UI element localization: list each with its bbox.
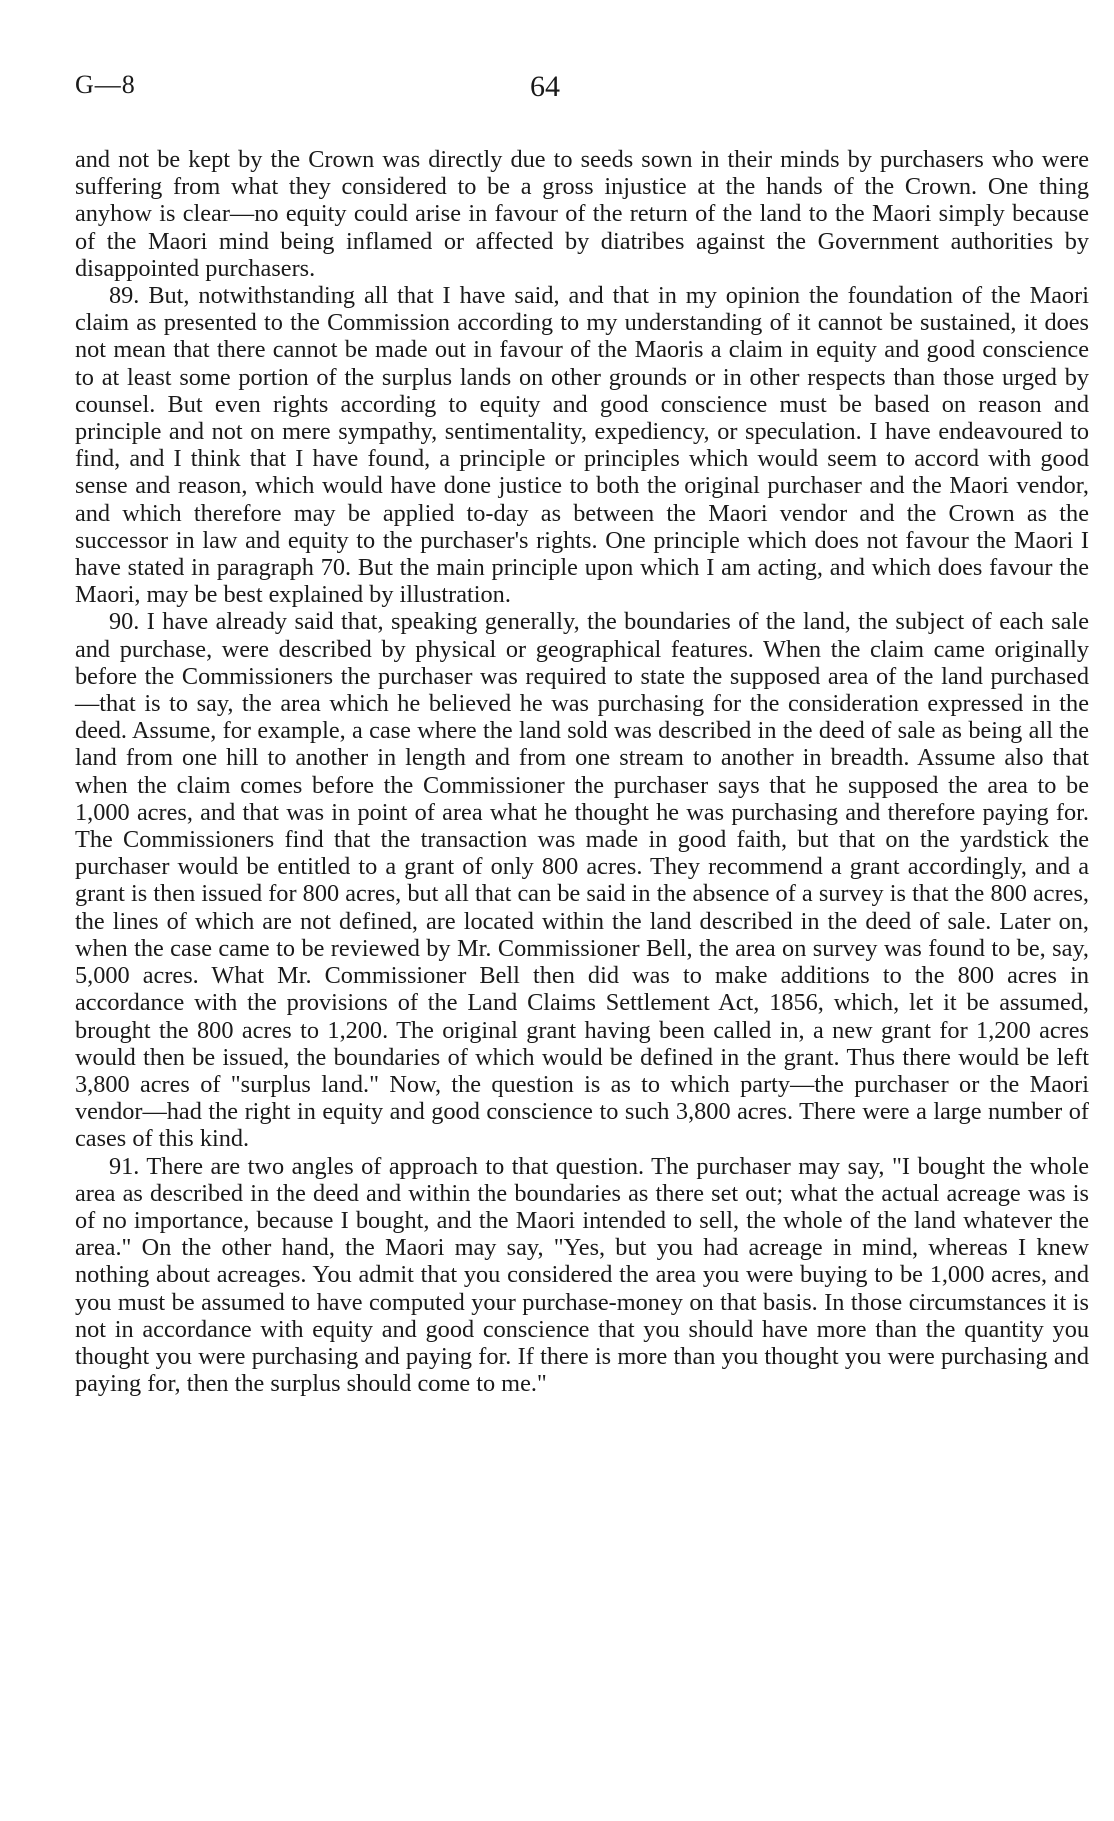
- paragraph-90: 90. I have already said that, speaking generally, the boundaries of the land, the subject of each sale and purchase, were described by physical or geographical features. When the claim came originally before the Commissioners the purchaser was required to state the supposed area of the land purchased—that is to say, the area which he believed he was purchasing for the consideration expressed in the deed. Assume, for example, a case where the land sold was described in the deed of sale as being all the land from one hill to another in length and from one stream to another in breadth. Assume also that when the claim comes before the Commissioner the purchaser says that he supposed the area to be 1,000 acres, and that was in point of area what he thought he was purchasing and therefore paying for. The Commissioners find that the transaction was made in good faith, but that on the yardstick the purchaser would be entitled to a grant of only 800 acres. They recommend a grant accordingly, and a grant is then issued for 800 acres, but all that can be said in the absence of a survey is that the 800 acres, the lines of which are not defined, are located within the land described in the deed of sale. Later on, when the case came to be reviewed by Mr. Commissioner Bell, the area on survey was found to be, say, 5,000 acres. What Mr. Commissioner Bell then did was to make additions to the 800 acres in accordance with the provisions of the Land Claims Settlement Act, 1856, which, let it be assumed, brought the 800 acres to 1,200. The original grant having been called in, a new grant for 1,200 acres would then be issued, the boundaries of which would be defined in the grant. Thus there would be left 3,800 acres of "surplus land." Now, the question is as to which party—the purchaser or the Maori vendor—had the right in equity and good conscience to such 3,800 acres. There were a large number of cases of this kind.: [75, 608, 1089, 1153]
- paragraph-89: 89. But, notwithstanding all that I have said, and that in my opinion the foundation of the Maori claim as presented to the Commission according to my understanding of it cannot be sustained, it does not mean that there cannot be made out in favour of the Maoris a claim in equity and good conscience to at least some portion of the surplus lands on other grounds or in other respects than those urged by counsel. But even rights according to equity and good conscience must be based on reason and principle and not on mere sympathy, sentimentality, expediency, or speculation. I have endeavoured to find, and I think that I have found, a principle or principles which would seem to accord with good sense and reason, which would have done justice to both the original purchaser and the Maori vendor, and which therefore may be applied to-day as between the Maori vendor and the Crown as the successor in law and equity to the purchaser's rights. One principle which does not favour the Maori I have stated in paragraph 70. But the main principle upon which I am acting, and which does favour the Maori, may be best explained by illustration.: [75, 282, 1089, 609]
- paragraph-continuation: and not be kept by the Crown was directly due to seeds sown in their minds by purchasers who were suffering from what they considered to be a gross injustice at the hands of the Crown. One thing anyhow is clear—no equity could arise in favour of the return of the land to the Maori simply because of the Maori mind being inflamed or affected by diatribes against the Government authorities by disappointed purchasers.: [75, 146, 1089, 282]
- document-body: [75, 146, 1089, 1397]
- paragraph-91: 91. There are two angles of approach to that question. The purchaser may say, "I bought the whole area as described in the deed and within the boundaries as there set out; what the actual acreage was is of no importance, because I bought, and the Maori intended to sell, the whole of the land whatever the area." On the other hand, the Maori may say, "Yes, but you had acreage in mind, whereas I knew nothing about acreages. You admit that you considered the area you were buying to be 1,000 acres, and you must be assumed to have computed your purchase-money on that basis. In those circumstances it is not in accordance with equity and good conscience that you should have more than the quantity you thought you were purchasing and paying for. If there is more than you thought you were purchasing and paying for, then the surplus should come to me.": [75, 1152, 1089, 1398]
- page-header: [75, 70, 1089, 110]
- page-number: 64: [530, 70, 560, 103]
- document-code: G—8: [75, 70, 136, 99]
